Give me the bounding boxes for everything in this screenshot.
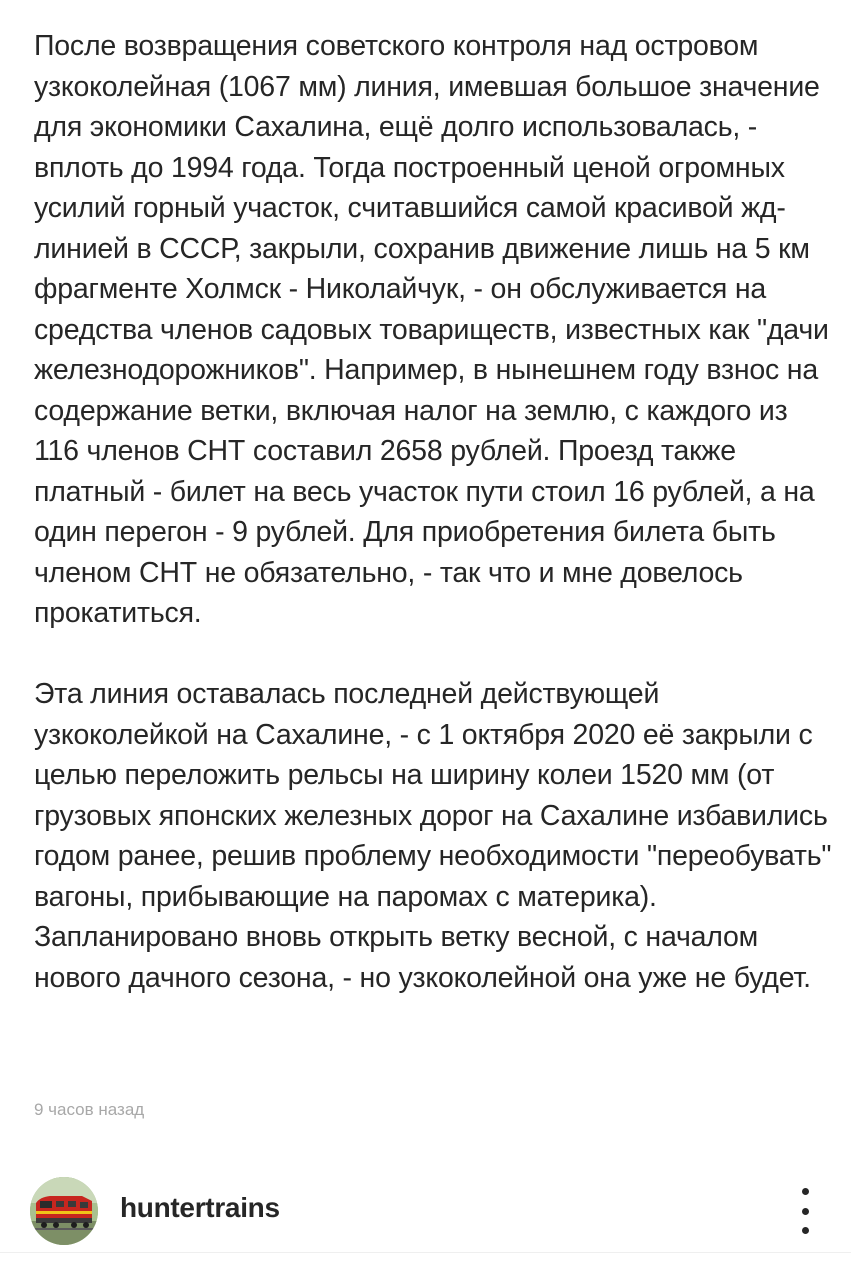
train-avatar-icon bbox=[30, 1177, 98, 1245]
next-post-header bbox=[0, 1170, 851, 1250]
divider bbox=[0, 1252, 851, 1253]
more-vertical-icon bbox=[802, 1227, 809, 1234]
more-options-button[interactable] bbox=[790, 1188, 820, 1234]
more-vertical-icon bbox=[802, 1188, 809, 1195]
post-caption bbox=[34, 26, 834, 998]
username-link[interactable]: huntertrains bbox=[120, 1192, 280, 1223]
post-timestamp: 9 часов назад bbox=[34, 1100, 145, 1119]
caption-paragraph: Эта линия оставалась последней действующей узкоколейкой на Сахалине, - с 1 октября 2020 её закрыли с целью переложить рельсы на ширину колеи 1520 мм (от грузовых японских железных дорог на Сахалине избавились годом ранее, решив проблему необходимости "переобувать" вагоны, прибывающие на паромах с материка). Запланировано вновь открыть ветку весной, с началом нового дачного сезона, - но узкоколейной она уже не будет. bbox=[34, 678, 832, 994]
avatar[interactable] bbox=[30, 1177, 98, 1245]
more-vertical-icon bbox=[802, 1208, 809, 1215]
caption-paragraph: После возвращения советского контроля над островом узкоколейная (1067 мм) линия, имевшая большое значение для экономики Сахалина, ещё долго использовалась, - вплоть до 1994 года. Тогда построенный ценой огромных усилий горный участок, считавшийся самой красивой жд-линией в СССР, закрыли, сохранив движение лишь на 5 км фрагменте Холмск - Николайчук, - он обслуживается на средства членов садовых товариществ, известных как "дачи железнодорожников". Например, в нынешнем году взнос на содержание ветки, включая налог на землю, с каждого из 116 членов СНТ составил 2658 рублей. Проезд также платный - билет на весь участок пути стоил 16 рублей, а на один перегон - 9 рублей. Для приобретения билета быть членом СНТ не обязательно, - так что и мне довелось прокатиться. bbox=[34, 30, 829, 629]
